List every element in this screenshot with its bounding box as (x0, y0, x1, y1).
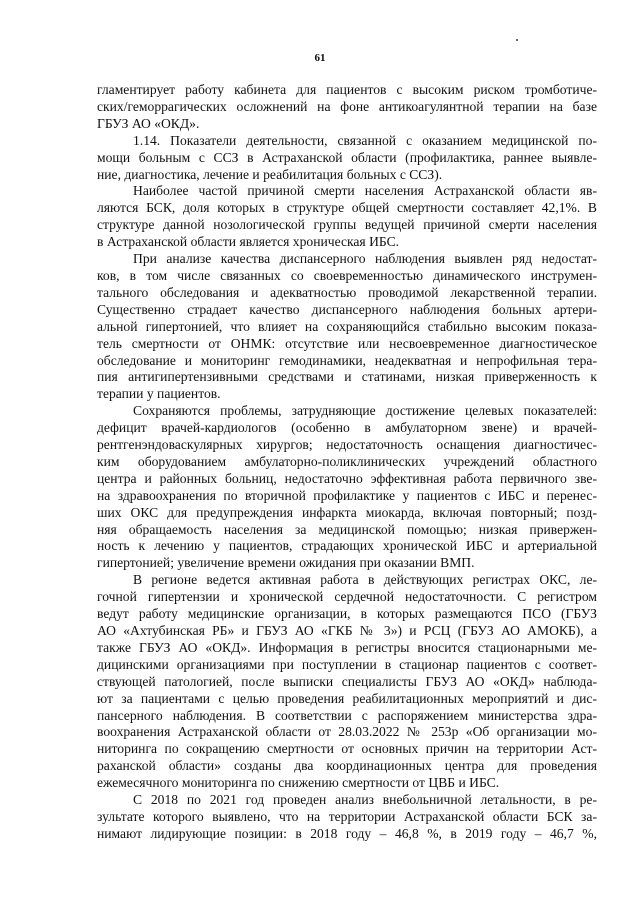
text-line: Сохраняются проблемы, затрудняющие достижение целевых показателей: (133, 403, 597, 419)
text-line: гламентирует работу кабинета для пациентов с высоким риском тромботиче- (97, 82, 597, 97)
scan-speck (516, 39, 518, 41)
text-line: рентгенэндоваскулярных хирургов; недостаточность оснащения диагностичес- (97, 437, 597, 453)
text-line: пансерного наблюдения. В соответствии с распоряжением министерства здра- (97, 707, 597, 723)
document-body (97, 82, 597, 843)
text-line: Наиболее частой причиной смерти населения Астраханской области яв- (133, 183, 597, 199)
text-line: В регионе ведется активная работа в действующих регистрах ОКС, ле- (133, 572, 597, 588)
text-line: в Астраханской области является хроническая ИБС. (97, 234, 400, 250)
page-number: 61 (314, 52, 326, 64)
text-line: обследование и мониторинг гемодинамики, неадекватная и непрофильная тера- (97, 352, 597, 368)
text-line: ских/геморрагических осложнений на фоне антикоагулянтной терапии на базе (97, 98, 597, 114)
text-line: пия антигипертензивными средствами и статинами, низкая приверженность к (97, 369, 597, 385)
text-line: ким оборудованием амбулаторно-поликлинических учреждений областного (97, 453, 597, 469)
text-line: мощи больным с ССЗ в Астраханской области (профилактика, раннее выявле- (97, 149, 597, 165)
text-line: тального обследования и адекватностью проводимой лекарственной терапии. (97, 284, 597, 300)
text-line: ют за пациентами с целью проведения реабилитационных мероприятий и дис- (97, 690, 597, 706)
text-line: терапии у пациентов. (97, 386, 221, 402)
text-line: структуре данной нозологической группы ведущей причиной смерти населения (97, 217, 597, 233)
text-line: гипертонией; увеличение времени ожидания при оказании ВМП. (97, 555, 475, 571)
text-line: воохранения Астраханской области от 28.03.2022 № 253р «Об организации мо- (97, 724, 597, 740)
text-line: зультате которого выявлено, что на территории Астраханской области БСК за- (97, 808, 597, 824)
text-line: альной гипертонией, что влияет на сохраняющийся стабильно высоким показа- (97, 318, 597, 334)
text-line: на здравоохранения по вторичной профилактике у пациентов с ИБС и перенес- (97, 487, 597, 503)
text-line: 1.14. Показатели деятельности, связанной с оказанием медицинской по- (133, 132, 597, 148)
text-line: ность к лечению у пациентов, страдающих хронической ИБС и артериальной (97, 538, 597, 554)
text-line: ниторинга по сокращению смертности от основных причин на территории Аст- (97, 741, 597, 757)
text-line: С 2018 по 2021 год проведен анализ внебольничной летальности, в ре- (133, 792, 597, 808)
text-line: ние, диагностика, лечение и реабилитация больных с ССЗ). (97, 166, 443, 182)
text-line: ков, в том числе связанных со своевременностью динамического инструмен- (97, 267, 597, 283)
text-line: ведут работу медицинские организации, в которых размещаются ПСО (ГБУЗ (97, 606, 597, 622)
text-line: ляются БСК, доля которых в структуре общей смертности составляет 42,1%. В (97, 200, 597, 216)
text-line: ствующей патологией, после выписки специалисты ГБУЗ АО «ОКД» наблюда- (97, 673, 597, 689)
text-line: ежемесячного мониторинга по снижению смертности от ЦВБ и ИБС. (97, 775, 500, 791)
text-line: раханской области» созданы два координационных центра для проведения (97, 758, 597, 774)
text-line: ГБУЗ АО «ОКД». (97, 115, 200, 131)
text-line: центра и районных больниц, недостаточно эффективная работа первичного зве- (97, 470, 597, 486)
text-line: также ГБУЗ АО «ОКД». Информация в регистры вносится стационарными ме- (97, 639, 597, 655)
text-line: ших ОКС для предупреждения инфаркта миокарда, включая повторный; позд- (97, 504, 597, 520)
text-line: дефицит врачей-кардиологов (особенно в амбулаторном звене) и врачей- (97, 420, 597, 436)
text-line: Существенно страдает качество диспансерного наблюдения больных артери- (97, 301, 597, 317)
text-line: При анализе качества диспансерного наблюдения выявлен ряд недостат- (133, 251, 597, 267)
text-line: нимают лидирующие позиции: в 2018 году – 46,8 %, в 2019 году – 46,7 %, (97, 825, 597, 841)
text-line: няя обращаемость населения за медицинской помощью; низкая привержен- (97, 521, 597, 537)
text-line: АО «Ахтубинская РБ» и ГБУЗ АО «ГКБ № 3») и РСЦ (ГБУЗ АО АМОКБ), а (97, 623, 597, 638)
text-line: гочной гипертензии и хронической сердечной недостаточности. С регистром (97, 589, 597, 605)
text-line: дицинскими организациями при поступлении в стационар пациентов с соответ- (97, 656, 597, 672)
text-line: тель смертности от ОНМК: отсутствие или несвоевременное диагностическое (97, 335, 597, 351)
